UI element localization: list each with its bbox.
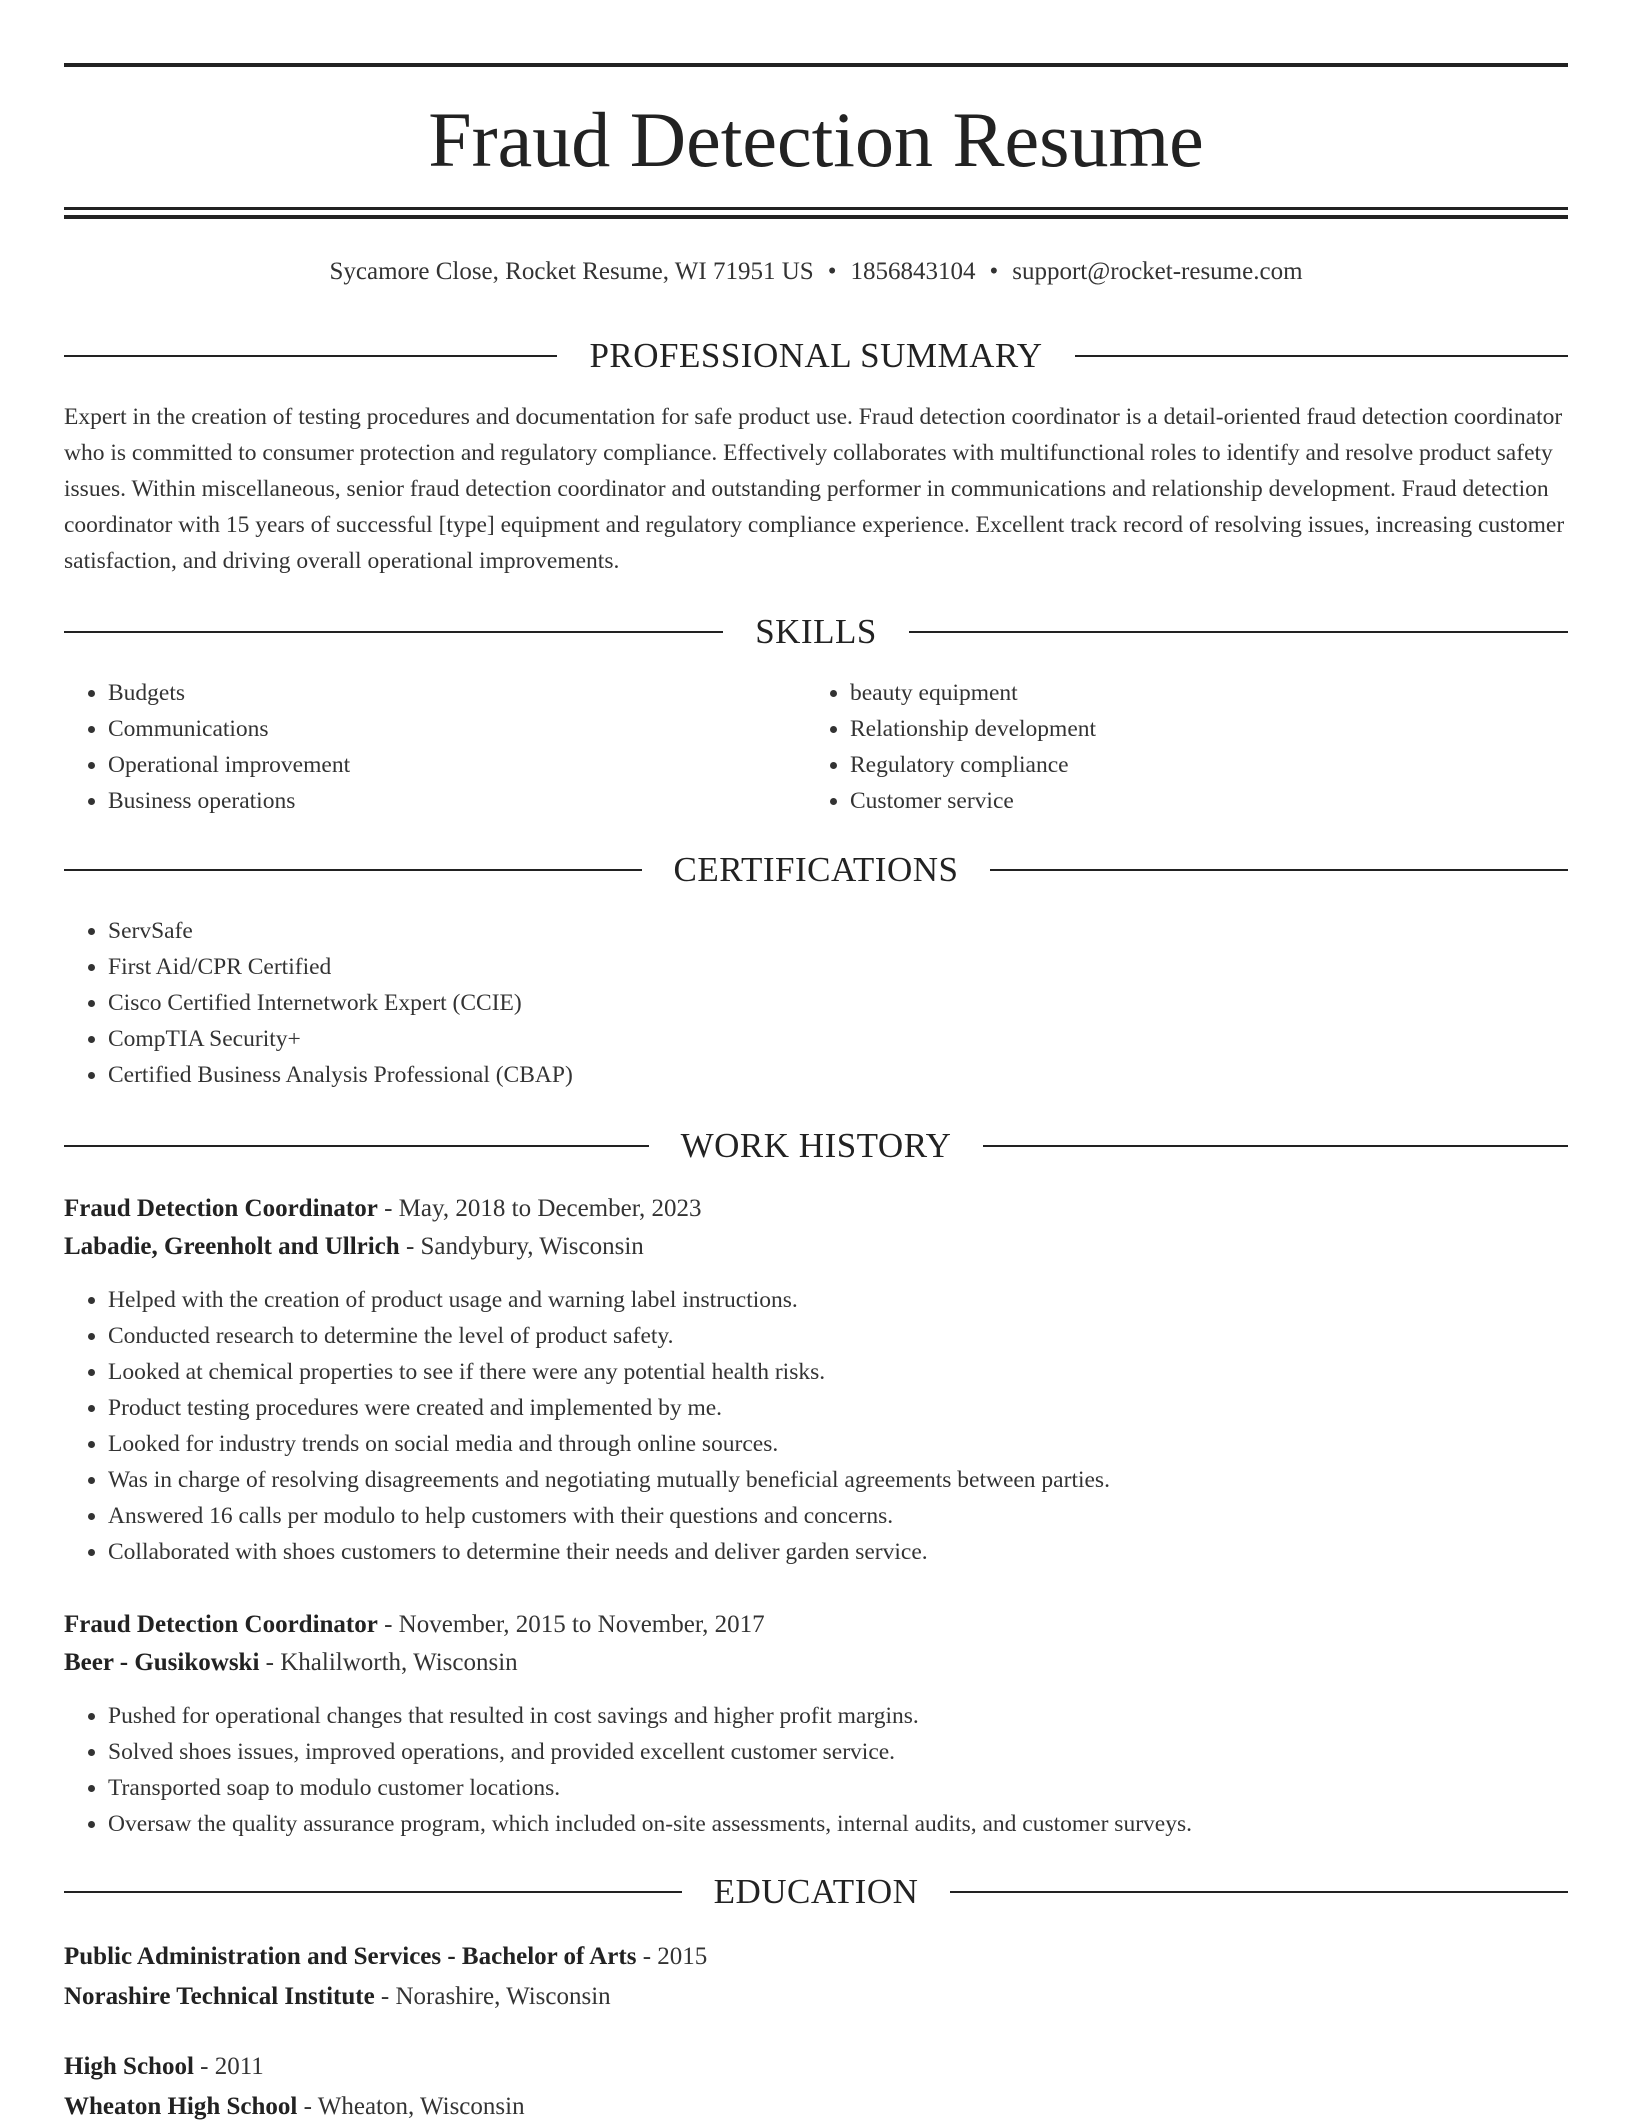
skills-left-column [64, 675, 764, 819]
heading-rule [64, 869, 642, 871]
contact-separator: • [989, 258, 999, 285]
job-entry [64, 1190, 1568, 1570]
job-bullet: • Solved shoes issues, improved operations, and provided excellent customer service. [108, 1734, 1568, 1770]
job-bullet: • Looked for industry trends on social media and through online sources. [108, 1426, 1568, 1462]
skills-right-column [806, 675, 1506, 819]
contact-separator: • [827, 258, 837, 285]
education-entry [64, 1937, 1568, 2017]
education-degree: Public Administration and Services - Bachelor of Arts [64, 1943, 637, 1970]
heading-rule [64, 1145, 649, 1147]
certifications-heading [64, 848, 1568, 892]
job-bullet: • Product testing procedures were created and implemented by me. [108, 1390, 1568, 1426]
job-bullet: • Oversaw the quality assurance program, which included on-site assessments, internal audits, and customer surveys. [108, 1806, 1568, 1842]
certification-item: • ServSafe [108, 913, 1568, 949]
summary-heading-label: PROFESSIONAL SUMMARY [589, 336, 1043, 375]
skill-item: • beauty equipment [850, 675, 1506, 711]
education-heading-label: EDUCATION [713, 1872, 919, 1911]
education-heading [64, 1870, 1568, 1914]
job-dates: May, 2018 to December, 2023 [398, 1195, 702, 1222]
job-bullet: • Was in charge of resolving disagreements and negotiating mutually beneficial agreements between parties. [108, 1462, 1568, 1498]
job-company-line: Beer - Gusikowski - Khalilworth, Wisconsin [64, 1649, 518, 1676]
job-bullet: • Looked at chemical properties to see if there were any potential health risks. [108, 1354, 1568, 1390]
education-school: Norashire Technical Institute [64, 1983, 375, 2010]
education-degree-line: Public Administration and Services - Bachelor of Arts - 2015 [64, 1943, 708, 1970]
heading-rule [64, 1891, 682, 1893]
page-title: Fraud Detection Resume [428, 96, 1204, 183]
title-rule-upper [64, 207, 1568, 210]
education-year: 2011 [214, 2053, 264, 2080]
heading-rule [1075, 355, 1568, 357]
heading-rule [64, 355, 557, 357]
contact-line [0, 254, 1632, 290]
job-title: Fraud Detection Coordinator [64, 1611, 378, 1638]
job-title-line: Fraud Detection Coordinator - November, 2015 to November, 2017 [64, 1611, 765, 1638]
job-title-line: Fraud Detection Coordinator - May, 2018 to December, 2023 [64, 1195, 702, 1222]
skill-item: • Operational improvement [108, 747, 764, 783]
job-company: Beer - Gusikowski [64, 1649, 260, 1676]
education-school-line: Norashire Technical Institute - Norashire, Wisconsin [64, 1983, 611, 2010]
job-title: Fraud Detection Coordinator [64, 1195, 378, 1222]
heading-rule [909, 631, 1568, 633]
job-location: Khalilworth, Wisconsin [280, 1649, 518, 1676]
heading-rule [990, 869, 1568, 871]
skill-item: • Communications [108, 711, 764, 747]
skills-heading-label: SKILLS [755, 612, 877, 651]
heading-rule [64, 631, 723, 633]
education-school: Wheaton High School [64, 2093, 298, 2120]
education-school-line: Wheaton High School - Wheaton, Wisconsin [64, 2093, 525, 2120]
certification-item: • CompTIA Security+ [108, 1021, 1568, 1057]
job-location: Sandybury, Wisconsin [420, 1233, 644, 1260]
summary-text: Expert in the creation of testing procedures and documentation for safe product use. Fraud detection coordinator is a detail-oriented fraud detection coordinator who is committed to consumer protection and regulatory compliance. Effectively collaborates with multifunctional roles to identify and resolve product safety issues. Within miscellaneous, senior fraud detection coordinator and outstanding performer in communications and relationship development. Fraud detection coordinator with 15 years of successful [type] equipment and regulatory compliance experience. Excellent track record of resolving issues, increasing customer satisfaction, and driving overall operational improvements. [64, 404, 1565, 574]
work-history-heading-label: WORK HISTORY [680, 1126, 952, 1165]
certifications-section [64, 913, 1568, 1093]
education-year: 2015 [657, 1943, 708, 1970]
job-company: Labadie, Greenholt and Ullrich [64, 1233, 400, 1260]
top-rule [64, 63, 1568, 67]
skill-item: • Budgets [108, 675, 764, 711]
skill-item: • Regulatory compliance [850, 747, 1506, 783]
education-location: Wheaton, Wisconsin [317, 2093, 525, 2120]
education-degree: High School [64, 2053, 194, 2080]
contact-address: Sycamore Close, Rocket Resume, WI 71951 US [329, 258, 814, 285]
education-degree-line: High School - 2011 [64, 2053, 264, 2080]
certification-item: • Cisco Certified Internetwork Expert (CCIE) [108, 985, 1568, 1021]
job-bullet: • Collaborated with shoes customers to determine their needs and deliver garden service. [108, 1534, 1568, 1570]
heading-rule [950, 1891, 1568, 1893]
job-bullet: • Pushed for operational changes that resulted in cost savings and higher profit margins. [108, 1698, 1568, 1734]
job-bullet: • Answered 16 calls per modulo to help customers with their questions and concerns. [108, 1498, 1568, 1534]
contact-phone: 1856843104 [850, 258, 976, 285]
contact-email: support@rocket-resume.com [1012, 258, 1303, 285]
skill-item: • Relationship development [850, 711, 1506, 747]
skill-item: • Business operations [108, 783, 764, 819]
certifications-heading-label: CERTIFICATIONS [673, 850, 959, 889]
job-company-line: Labadie, Greenholt and Ullrich - Sandybury, Wisconsin [64, 1233, 644, 1260]
certification-item: • First Aid/CPR Certified [108, 949, 1568, 985]
skills-heading [64, 610, 1568, 654]
skill-item: • Customer service [850, 783, 1506, 819]
heading-rule [983, 1145, 1568, 1147]
education-location: Norashire, Wisconsin [395, 1983, 611, 2010]
certification-item: • Certified Business Analysis Professional (CBAP) [108, 1057, 1568, 1093]
job-bullet: • Helped with the creation of product usage and warning label instructions. [108, 1282, 1568, 1318]
title-rule-lower [64, 215, 1568, 219]
education-entry [64, 2047, 1568, 2127]
summary-section [64, 399, 1568, 579]
summary-heading [64, 334, 1568, 378]
job-entry [64, 1606, 1568, 1842]
job-bullet: • Conducted research to determine the level of product safety. [108, 1318, 1568, 1354]
job-dates: November, 2015 to November, 2017 [398, 1611, 765, 1638]
work-history-heading [64, 1124, 1568, 1168]
job-bullet: • Transported soap to modulo customer locations. [108, 1770, 1568, 1806]
